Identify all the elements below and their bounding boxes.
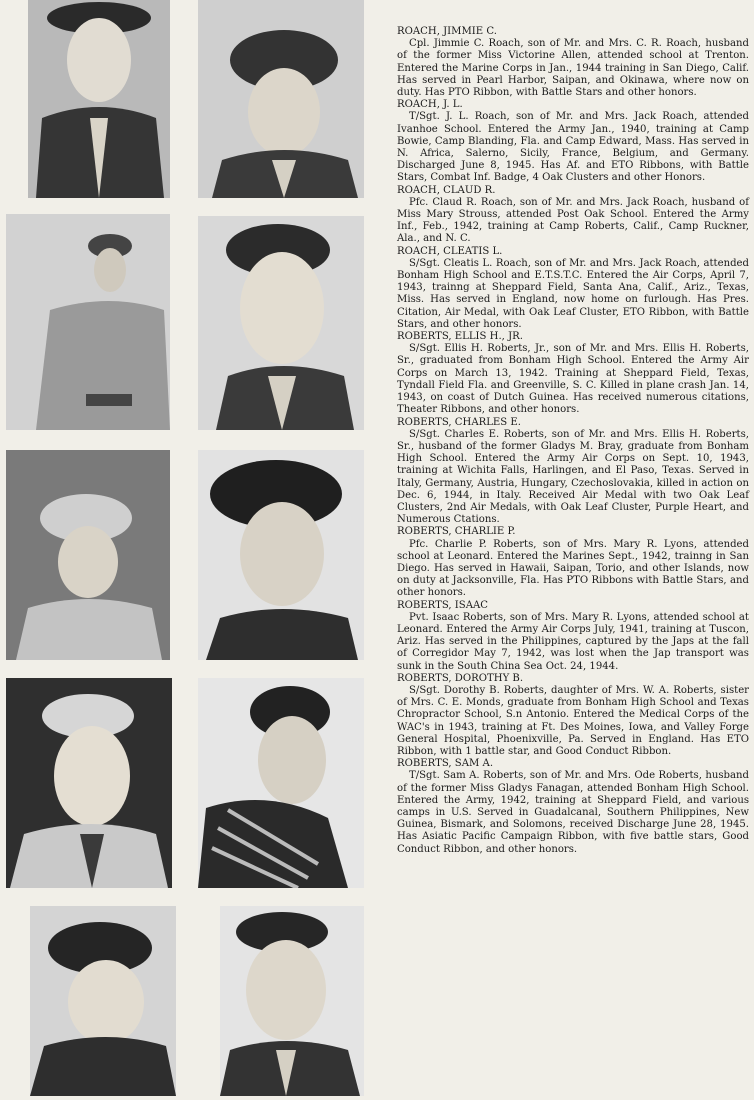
portrait-photo bbox=[28, 0, 170, 198]
entry-body: S/Sgt. Ellis H. Roberts, Jr., son of Mr. and Mrs. Ellis H. Roberts, Sr., graduated from Bonham High School. Entered the Army Air Corps on March 13, 1942. Training at Sheppard Field, Texas, Tyndall Field Fla. and Greenville, S. C. Killed in plane crash Jan. 14, 1943, on coast of Dutch Guinea. Has received numerous citations, Theater Ribbons, and other honors. bbox=[397, 343, 749, 416]
entry-name: ROBERTS, CHARLIE P. bbox=[397, 526, 516, 538]
portrait-photo bbox=[198, 216, 364, 430]
entry-roberts-dorothy bbox=[397, 673, 749, 758]
entry-body: T/Sgt. J. L. Roach, son of Mr. and Mrs. Jack Roach, attended Ivanhoe School. Entered the Army Jan., 1940, training at Camp Bowie, Camp Blanding, Fla. and Camp Edward, Mass. Has served in N. Africa, Salerno, Sicily, France, Belgium, and Germany. Discharged June 8, 1945. Has Af. and ETO Ribbons, with Battle Stars, Combat Inf. Badge, 4 Oak Clusters and other Honors. bbox=[397, 111, 749, 184]
entry-roach-cleatis bbox=[397, 246, 749, 331]
portrait-figure bbox=[198, 0, 364, 198]
biography-text-column bbox=[397, 26, 749, 856]
entry-name: ROBERTS, CHARLES E. bbox=[397, 416, 521, 428]
entry-roberts-charlie bbox=[397, 526, 749, 599]
entry-body: Cpl. Jimmie C. Roach, son of Mr. and Mrs. C. R. Roach, husband of the former Miss Victorine Allen, attended school at Trenton. Entered the Marine Corps in Jan., 1944 training in San Diego, Calif. Has served in Pearl Harbor, Saipan, and Okinawa, where now on duty. Has PTO Ribbon, with Battle Stars and other honors. bbox=[397, 38, 749, 99]
entry-name: ROACH, J. L. bbox=[397, 99, 463, 111]
portrait-figure bbox=[198, 216, 364, 430]
portrait-figure bbox=[220, 906, 364, 1096]
entry-body: S/Sgt. Charles E. Roberts, son of Mr. and Mrs. Ellis H. Roberts, Sr., husband of the former Gladys M. Bray, graduate from Bonham High School. Entered the Army Air Corps on Sept. 10, 1943, training at Wichita Falls, Harlingen, and El Paso, Texas. Served in Italy, Germany, Austria, Hungary, Czechoslovakia, killed in action on Dec. 6, 1944, in Italy. Received Air Medal with two Oak Leaf Clusters, 2nd Air Medals, with Oak Leaf Cluster, Purple Heart, and Numerous Ctations. bbox=[397, 428, 749, 526]
entry-name: ROBERTS, DOROTHY B. bbox=[397, 672, 524, 684]
entry-name: ROACH, CLEATIS L. bbox=[397, 245, 503, 257]
portrait-photo bbox=[6, 450, 170, 660]
entry-body: T/Sgt. Sam A. Roberts, son of Mr. and Mrs. Ode Roberts, husband of the former Miss Gladys Fanagan, attended Bonham High School. Entered the Army, 1942, training at Sheppard Field, and various camps in U.S. Served in Guadalcanal, Southern Philippines, New Guinea, Bismark, and Solomons, received Discharge June 28, 1945. Has Asiatic Pacific Campaign Ribbon, with five battle stars, Good Conduct Ribbon, and other honors. bbox=[397, 770, 749, 855]
entry-body: Pfc. Claud R. Roach, son of Mr. and Mrs. Jack Roach, husband of Miss Mary Strouss, attended Post Oak School. Entered the Army Inf., Feb., 1942, training at Camp Roberts, Calif., Camp Ruckner, Ala., and N. C. bbox=[397, 196, 749, 245]
entry-name: ROBERTS, SAM A. bbox=[397, 758, 494, 770]
entry-body: S/Sgt. Dorothy B. Roberts, daughter of Mrs. W. A. Roberts, sister of Mrs. C. E. Monds, graduate from Bonham High School and Texas Chropractor School, S.n Antonio. Entered the Medical Corps of the WAC's in 1943, training at Ft. Des Moines, Iowa, and Valley Forge General Hospital, Phoenixville, Pa. Served in England. Has ETO Ribbon, with 1 battle star, and Good Conduct Ribbon. bbox=[397, 684, 749, 757]
portrait-photo bbox=[220, 906, 364, 1096]
portrait-figure bbox=[28, 0, 170, 198]
portrait-figure bbox=[6, 450, 170, 660]
entry-roberts-sam bbox=[397, 758, 749, 856]
portrait-photo bbox=[6, 678, 172, 888]
portrait-photo bbox=[198, 678, 364, 888]
portrait-figure bbox=[6, 214, 170, 430]
entry-roberts-ellis bbox=[397, 331, 749, 416]
entry-body: Pfc. Charlie P. Roberts, son of Mrs. Mary R. Lyons, attended school at Leonard. Entered the Marines Sept., 1942, trainng in San Diego. Has served in Hawaii, Saipan, Torio, and other Islands, now on duty at Jacksonville, Fla. Has PTO Ribbons with Battle Stars, and other honors. bbox=[397, 538, 749, 599]
entry-name: ROBERTS, ELLIS H., JR. bbox=[397, 331, 523, 343]
portrait-photo bbox=[30, 906, 176, 1096]
entry-roberts-charles bbox=[397, 417, 749, 527]
entry-body: S/Sgt. Cleatis L. Roach, son of Mr. and Mrs. Jack Roach, attended Bonham High School and E.T.S.T.C. Entered the Air Corps, April 7, 1943, trainng at Sheppard Field, Santa Ana, Calif., Ariz., Texas, Miss. Has served in England, now home on furlough. Has Pres. Citation, Air Medal, with Oak Leaf Cluster, ETO Ribbon, with Battle Stars, and other honors. bbox=[397, 257, 749, 330]
entry-roach-jl bbox=[397, 99, 749, 184]
entry-name: ROACH, JIMMIE C. bbox=[397, 26, 497, 37]
entry-roach-claud bbox=[397, 185, 749, 246]
entry-name: ROBERTS, ISAAC bbox=[397, 599, 488, 611]
portrait-photo bbox=[198, 0, 364, 198]
portrait-figure bbox=[30, 906, 176, 1096]
entry-body: Pvt. Isaac Roberts, son of Mrs. Mary R. Lyons, attended school at Leonard. Entered the Army Air Corps July, 1941, training at Tuscon, Ariz. Has served in the Philippines, captured by the Japs at the fall of Corregidor May 7, 1942, was lost when the Jap transport was sunk in the South China Sea Oct. 24, 1944. bbox=[397, 611, 749, 672]
portrait-figure bbox=[198, 678, 364, 888]
entry-roberts-isaac bbox=[397, 600, 749, 673]
portrait-photo bbox=[6, 214, 170, 430]
portrait-photo bbox=[198, 450, 364, 660]
portrait-figure bbox=[6, 678, 172, 888]
entry-roach-jimmie bbox=[397, 26, 749, 99]
entry-name: ROACH, CLAUD R. bbox=[397, 184, 496, 196]
portrait-figure bbox=[198, 450, 364, 660]
